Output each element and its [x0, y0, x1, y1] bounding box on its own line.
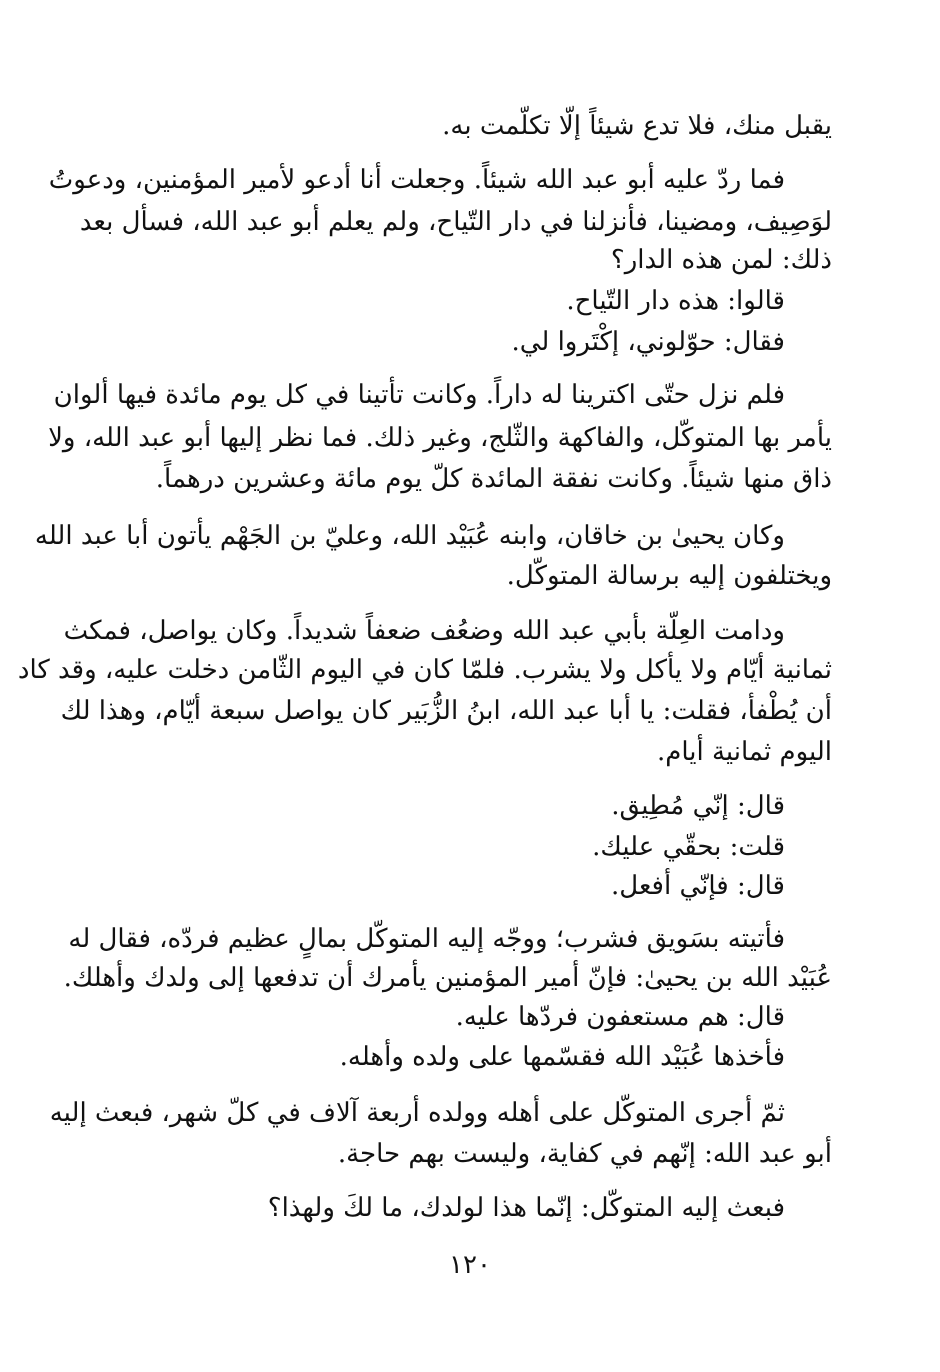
text-line: ويختلفون إليه برسالة المتوكّل. [506, 561, 832, 591]
text-line: وكان يحيىٰ بن خاقان، وابنه عُبَيْد الله، وعليّ بن الجَهْم يأتون أبا عبد الله [34, 521, 785, 551]
text-line: اليوم ثمانية أيام. [656, 737, 832, 767]
text-line: أبو عبد الله: إنّهم في كفاية، وليست بهم حاجة. [337, 1139, 832, 1169]
text-line: أن يُطْفأ، فقلت: يا أبا عبد الله، ابنُ الزُّبَير كان يواصل سبعة أيّام، وهذا لك [60, 696, 832, 726]
text-line: فبعث إليه المتوكّل: إنّما هذا لولدك، ما لكَ ولهذا؟ [267, 1193, 785, 1223]
text-line: ثمّ أجرى المتوكّل على أهله وولده أربعة آلاف في كلّ شهر، فبعث إليه [49, 1098, 785, 1128]
text-line: قال: هم مستعفون فردّها عليه. [455, 1002, 785, 1032]
text-line: لوَصِيف، ومضينا، فأنزلنا في دار التّياح، ولم يعلم أبو عبد الله، فسأل بعد [79, 207, 832, 237]
text-line: يقبل منك، فلا تدع شيئاً إلّا تكلّمت به. [442, 111, 832, 141]
text-line: قال: فإنّي أفعل. [611, 871, 785, 901]
page-number: ١٢٠ [449, 1250, 491, 1280]
text-line: ذلك: لمن هذه الدار؟ [610, 245, 832, 275]
text-line: فلم نزل حتّى اكترينا له داراً. وكانت تأتينا في كل يوم مائدة فيها ألوان [53, 380, 785, 410]
text-line: ودامت العِلّة بأبي عبد الله وضعُف ضعفاً شديداً. وكان يواصل، فمكث [63, 616, 785, 646]
text-line: فما ردّ عليه أبو عبد الله شيئاً. وجعلت أنا أدعو لأمير المؤمنين، ودعوتُ [48, 165, 785, 195]
text-line: ثمانية أيّام ولا يأكل ولا يشرب. فلمّا كان في اليوم الثّامن دخلت عليه، وقد كاد [17, 655, 832, 685]
text-line: يأمر بها المتوكّل، والفاكهة والثّلج، وغير ذلك. فما نظر إليها أبو عبد الله، ولا [48, 423, 832, 453]
text-line: فأخذها عُبَيْد الله فقسّمها على ولده وأهله. [339, 1042, 785, 1072]
text-line: فقال: حوّلوني، إكْتَروا لي. [511, 327, 785, 357]
text-line: قالوا: هذه دار التّياح. [566, 286, 785, 316]
text-line: قال: إنّي مُطِيق. [611, 791, 785, 821]
text-line: قلت: بحقّي عليك. [592, 832, 785, 862]
text-line: عُبَيْد الله بن يحيىٰ: فإنّ أمير المؤمنين يأمرك أن تدفعها إلى ولدك وأهلك. [63, 963, 832, 993]
text-line: فأتيته بسَويق فشرب؛ ووجّه إليه المتوكّل بمالٍ عظيم فردّه، فقال له [68, 924, 785, 954]
text-line: ذاق منها شيئاً. وكانت نفقة المائدة كلّ يوم مائة وعشرين درهماً. [155, 464, 832, 494]
